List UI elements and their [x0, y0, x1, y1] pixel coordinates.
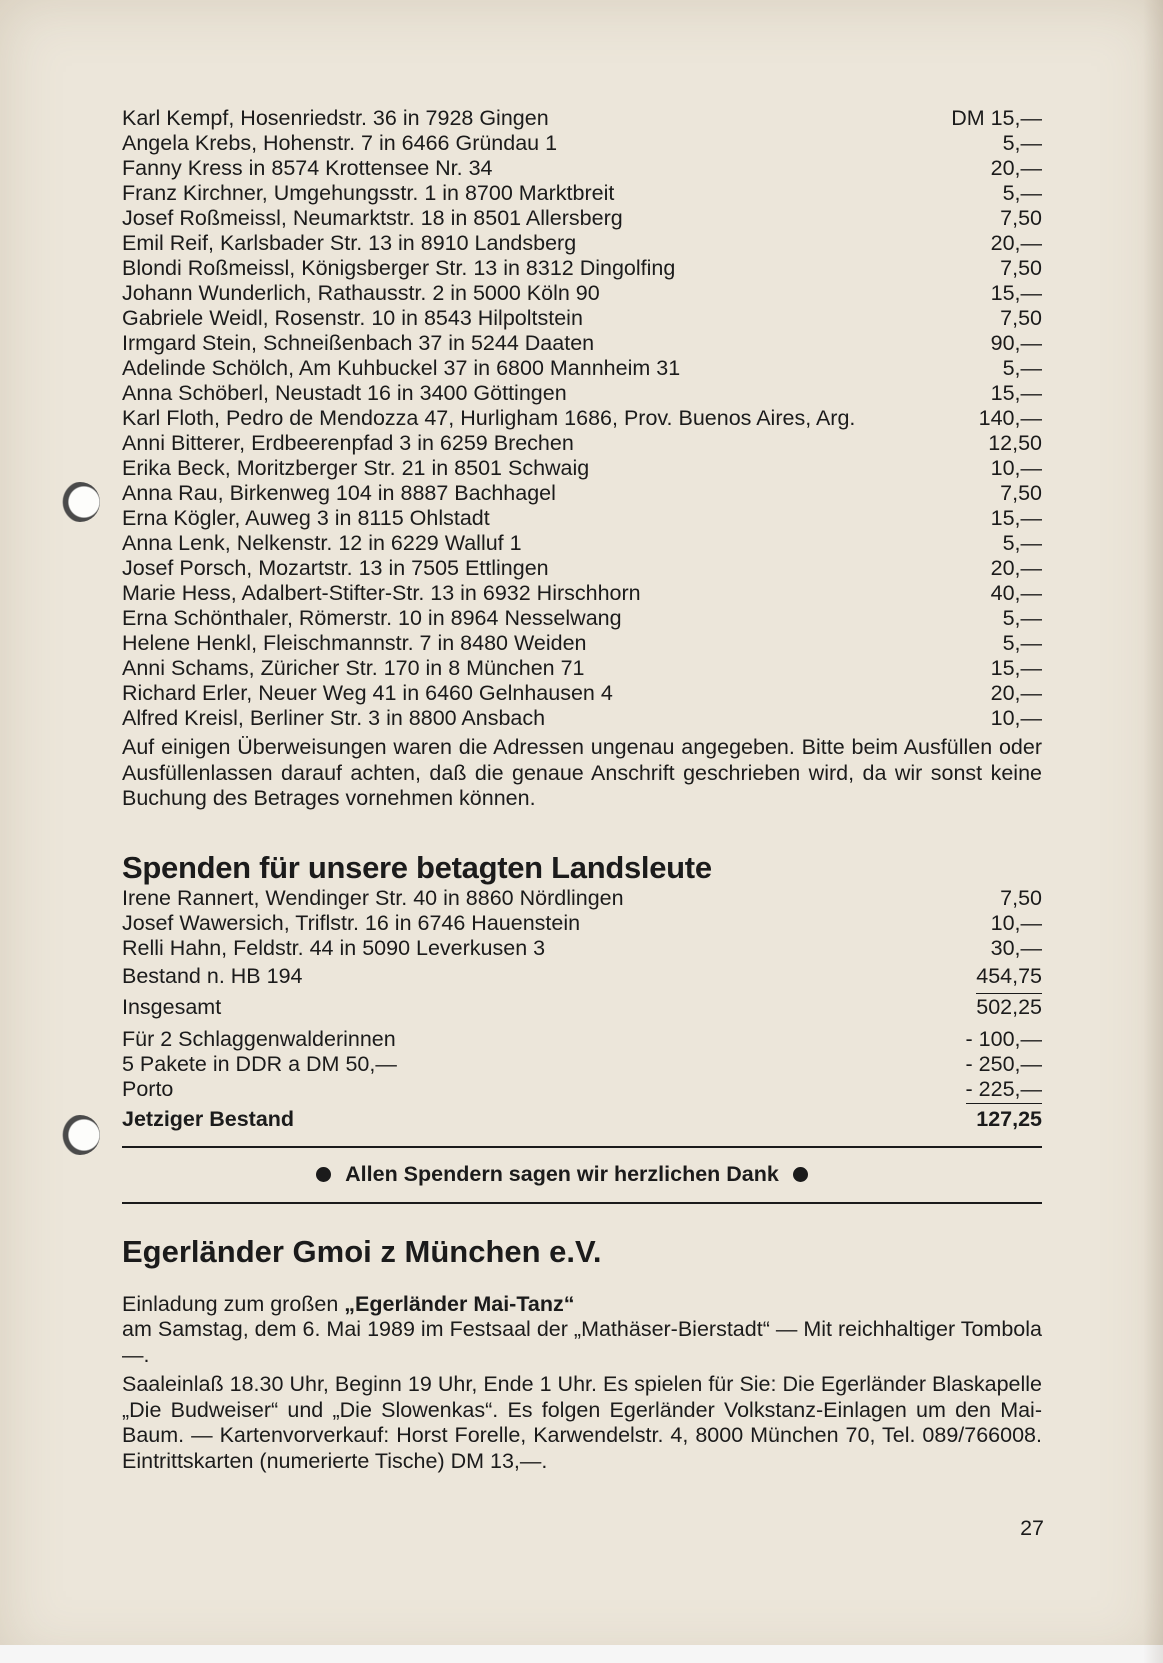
event-intro [122, 1292, 1042, 1318]
donor-row-amount: 7,50 [1000, 481, 1042, 505]
thanks-banner [82, 1148, 1042, 1202]
donor-row-label: Anni Bitterer, Erdbeerenpfad 3 in 6259 Brechen [122, 431, 574, 455]
donor-row-amount: 15,— [990, 506, 1042, 530]
donor-row [122, 581, 1042, 606]
address-notice: Auf einigen Überweisungen waren die Adressen ungenau angegeben. Bitte beim Ausfüllen oder Ausfüllenlassen darauf achten, daß die genaue Anschrift geschrieben wird, da wir sonst keine Buchung des Betrages vornehmen können. [122, 735, 1042, 810]
donor-row-amount: 20,— [990, 681, 1042, 705]
elderly-donor-list [122, 886, 1042, 961]
donor-row-label: Josef Roßmeissl, Neumarktstr. 18 in 8501 Allersberg [122, 206, 623, 230]
elderly-donor-row-amount: 7,50 [1000, 885, 1042, 910]
donor-row-amount: 7,50 [1000, 206, 1042, 230]
page-number: 27 [1020, 1516, 1044, 1540]
event-intro-prefix: Einladung zum großen [122, 1291, 345, 1316]
punch-hole-icon [60, 482, 100, 522]
expense-row-amount: - 100,— [965, 1026, 1042, 1051]
donor-row-label: Anna Lenk, Nelkenstr. 12 in 6229 Walluf 1 [122, 531, 522, 555]
donor-row-amount: 12,50 [988, 431, 1042, 455]
donor-row-amount: 15,— [990, 281, 1042, 305]
event-intro-title: „Egerländer Mai-Tanz“ [344, 1291, 575, 1316]
donor-row-label: Anni Schams, Züricher Str. 170 in 8 München 71 [122, 656, 585, 680]
donor-row-label: Anna Rau, Birkenweg 104 in 8887 Bachhagel [122, 481, 556, 505]
donor-row-amount: 20,— [990, 231, 1042, 255]
donor-row-label: Irmgard Stein, Schneißenbach 37 in 5244 Daaten [122, 331, 595, 355]
donor-row-label: Franz Kirchner, Umgehungsstr. 1 in 8700 Marktbreit [122, 181, 615, 205]
donor-row [122, 431, 1042, 456]
donor-row [122, 681, 1042, 706]
donor-row-amount: 40,— [990, 581, 1042, 605]
total-label: Insgesamt [122, 994, 222, 1019]
balance-row [122, 961, 1042, 992]
expense-row-label: 5 Pakete in DDR a DM 50,— [122, 1051, 397, 1076]
donor-row [122, 356, 1042, 381]
donor-row-label: Erna Schönthaler, Römerstr. 10 in 8964 Nesselwang [122, 606, 622, 630]
donor-row-amount: 20,— [990, 556, 1042, 580]
page-content [122, 106, 1042, 1474]
current-balance-label: Jetziger Bestand [122, 1106, 295, 1131]
donor-row [122, 631, 1042, 656]
donor-row-label: Karl Floth, Pedro de Mendozza 47, Hurligham 1686, Prov. Buenos Aires, Arg. [122, 406, 856, 430]
current-balance-amount: 127,25 [976, 1106, 1042, 1131]
donor-row-label: Angela Krebs, Hohenstr. 7 in 6466 Gründau 1 [122, 131, 558, 155]
event-details: am Samstag, dem 6. Mai 1989 im Festsaal der „Mathäser-Bierstadt“ — Mit reichhaltiger Tombola —. [122, 1317, 1042, 1367]
balance-label: Bestand n. HB 194 [122, 963, 303, 988]
donor-row-amount: 10,— [990, 706, 1042, 730]
donor-row-label: Karl Kempf, Hosenriedstr. 36 in 7928 Gingen [122, 106, 549, 130]
donor-row-label: Josef Porsch, Mozartstr. 13 in 7505 Ettlingen [122, 556, 549, 580]
donor-row-amount: 5,— [1002, 131, 1042, 155]
donor-row-label: Alfred Kreisl, Berliner Str. 3 in 8800 Ansbach [122, 706, 546, 730]
donor-row-amount: 15,— [990, 656, 1042, 680]
expense-row-label: Für 2 Schlaggenwalderinnen [122, 1026, 396, 1051]
elderly-donor-row-amount: 30,— [990, 935, 1042, 960]
donor-list [122, 106, 1042, 731]
donor-row-label: Helene Henkl, Fleischmannstr. 7 in 8480 Weiden [122, 631, 587, 655]
donor-row-amount: 7,50 [1000, 306, 1042, 330]
donor-row [122, 481, 1042, 506]
donor-row-label: Fanny Kress in 8574 Krottensee Nr. 34 [122, 156, 493, 180]
donor-row [122, 556, 1042, 581]
donor-row-amount: 5,— [1002, 356, 1042, 380]
donor-row [122, 256, 1042, 281]
donor-row [122, 381, 1042, 406]
total-amount: 502,25 [976, 994, 1042, 1019]
donor-row-amount: 20,— [990, 156, 1042, 180]
divider-bottom [122, 1202, 1042, 1204]
elderly-donor-row-label: Josef Wawersich, Triflstr. 16 in 6746 Hauenstein [122, 910, 581, 935]
donor-row [122, 206, 1042, 231]
donor-row-amount: 90,— [990, 331, 1042, 355]
donor-row-label: Erna Kögler, Auweg 3 in 8115 Ohlstadt [122, 506, 490, 530]
expense-row-label: Porto [122, 1076, 174, 1101]
donor-row-amount: 140,— [978, 406, 1042, 430]
donor-row [122, 506, 1042, 531]
expense-row-amount: - 250,— [965, 1051, 1042, 1076]
donor-row [122, 706, 1042, 731]
donor-row-amount: 5,— [1002, 181, 1042, 205]
bullet-icon [316, 1167, 331, 1182]
donor-row-amount: 10,— [990, 456, 1042, 480]
donor-row [122, 281, 1042, 306]
donor-row-label: Blondi Roßmeissl, Königsberger Str. 13 in 8312 Dingolfing [122, 256, 676, 280]
elderly-donor-row [122, 936, 1042, 961]
elderly-donor-row-label: Relli Hahn, Feldstr. 44 in 5090 Leverkusen 3 [122, 935, 546, 960]
donor-row [122, 531, 1042, 556]
donor-row-amount: 15,— [990, 381, 1042, 405]
total-row [122, 992, 1042, 1023]
expense-row [122, 1052, 1042, 1077]
event-program: Saaleinlaß 18.30 Uhr, Beginn 19 Uhr, Ende 1 Uhr. Es spielen für Sie: Die Egerländer Blaskapelle „Die Budweiser“ und „Die Slowenkas“. Es folgen Egerländer Volkstanz-Einlagen um den Mai-Baum. — Kartenvorverkauf: Horst Forelle, Karwendelstr. 4, 8000 München 70, Tel. 089/766008. Eintrittskarten (numerierte Tische) DM 13,—. [122, 1372, 1042, 1473]
elderly-donations-heading: Spenden für unsere betagten Landsleute [122, 849, 712, 885]
donor-row-label: Gabriele Weidl, Rosenstr. 10 in 8543 Hilpoltstein [122, 306, 583, 330]
donor-row-amount: 5,— [1002, 531, 1042, 555]
donor-row [122, 406, 1042, 431]
donor-row-amount: 5,— [1002, 606, 1042, 630]
elderly-donor-row-label: Irene Rannert, Wendinger Str. 40 in 8860 Nördlingen [122, 885, 624, 910]
donor-row-label: Richard Erler, Neuer Weg 41 in 6460 Gelnhausen 4 [122, 681, 613, 705]
expense-list [122, 1027, 1042, 1102]
expense-row [122, 1077, 1042, 1102]
thanks-text: Allen Spendern sagen wir herzlichen Dank [345, 1162, 779, 1186]
donor-row [122, 131, 1042, 156]
donor-row [122, 606, 1042, 631]
donor-row [122, 656, 1042, 681]
elderly-donor-row [122, 886, 1042, 911]
donor-row-label: Johann Wunderlich, Rathausstr. 2 in 5000 Köln 90 [122, 281, 600, 305]
donor-row [122, 231, 1042, 256]
elderly-donor-row-amount: 10,— [990, 910, 1042, 935]
scan-edge [0, 1645, 1163, 1663]
donor-row-label: Anna Schöberl, Neustadt 16 in 3400 Göttingen [122, 381, 567, 405]
bullet-icon [793, 1167, 808, 1182]
event-heading: Egerländer Gmoi z München e.V. [122, 1233, 602, 1269]
current-balance-row [122, 1104, 1042, 1134]
donor-row-amount: DM 15,— [951, 106, 1042, 130]
event-invitation [122, 1292, 1042, 1475]
donor-row-label: Adelinde Schölch, Am Kuhbuckel 37 in 6800 Mannheim 31 [122, 356, 681, 380]
donor-row-amount: 7,50 [1000, 256, 1042, 280]
donor-row-label: Marie Hess, Adalbert-Stifter-Str. 13 in 6932 Hirschhorn [122, 581, 641, 605]
donor-row-label: Erika Beck, Moritzberger Str. 21 in 8501 Schwaig [122, 456, 590, 480]
expense-row [122, 1027, 1042, 1052]
donor-row-label: Emil Reif, Karlsbader Str. 13 in 8910 Landsberg [122, 231, 577, 255]
expense-row-amount: - 225,— [966, 1077, 1042, 1104]
balance-amount: 454,75 [976, 961, 1042, 994]
donor-row [122, 306, 1042, 331]
elderly-donor-row [122, 911, 1042, 936]
donor-row [122, 456, 1042, 481]
donor-row [122, 331, 1042, 356]
donor-row [122, 181, 1042, 206]
donor-row-amount: 5,— [1002, 631, 1042, 655]
donor-row [122, 156, 1042, 181]
donor-row [122, 106, 1042, 131]
